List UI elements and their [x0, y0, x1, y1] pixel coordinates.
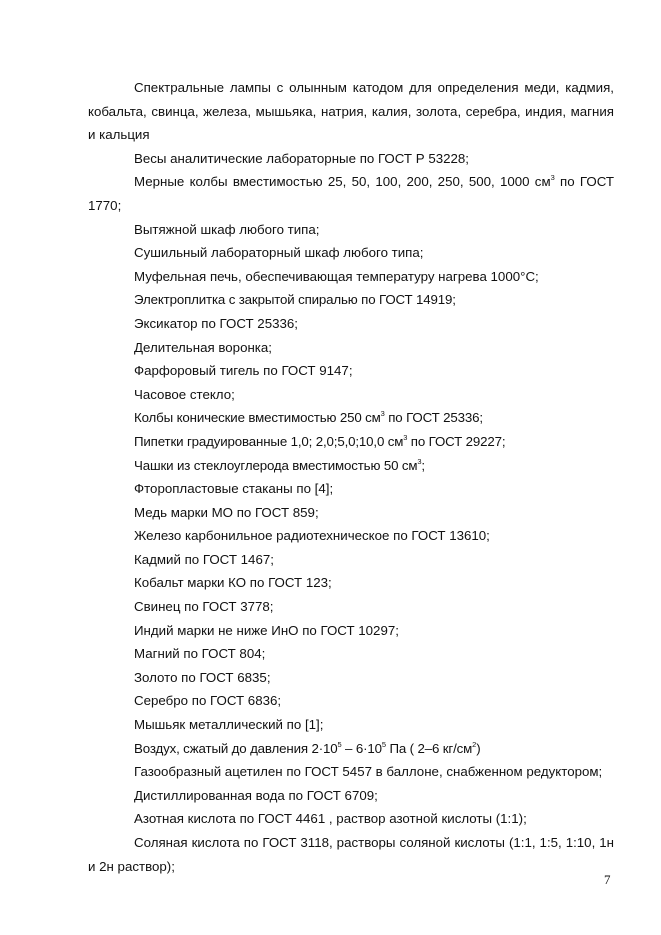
list-item-gold: Золото по ГОСТ 6835;	[134, 669, 271, 685]
text-run: – 6·10	[341, 740, 382, 756]
text-run: Пипетки градуированные 1,0; 2,0;5,0;10,0 см	[134, 433, 404, 449]
list-item-hydrochloric-acid: Соляная кислота по ГОСТ 3118, растворы соляной кислоты (1:1, 1:5, 1:10, 1н и 2н раствор);	[88, 835, 614, 874]
list-item-volumetric-flasks	[88, 170, 614, 217]
superscript: 3	[380, 409, 385, 419]
list-item-hot-plate: Электроплитка с закрытой спиралью по ГОСТ 14919;	[134, 292, 456, 308]
text-run: по ГОСТ 1770;	[88, 174, 614, 213]
text-run: Па ( 2–6 кг/см	[385, 740, 473, 756]
list-item-drying-oven: Сушильный лабораторный шкаф любого типа;	[134, 245, 424, 261]
list-item-indium: Индий марки не ниже ИнО по ГОСТ 10297;	[134, 622, 399, 638]
list-item-cadmium: Кадмий по ГОСТ 1467;	[134, 551, 274, 567]
list-item-magnesium: Магний по ГОСТ 804;	[134, 646, 266, 662]
list-item-watch-glass: Часовое стекло;	[134, 386, 235, 402]
list-item-desiccator: Эксикатор по ГОСТ 25336;	[134, 315, 298, 331]
text-run: )	[476, 740, 481, 756]
list-item-muffle-furnace: Муфельная печь, обеспечивающая температуру нагрева 1000°С;	[134, 268, 539, 284]
list-item-fume-hood: Вытяжной шкаф любого типа;	[134, 221, 320, 237]
list-item-arsenic: Мышьяк металлический по [1];	[134, 717, 324, 733]
list-item-graduated-pipettes	[88, 430, 614, 454]
superscript: 3	[403, 432, 408, 442]
list-item-separatory-funnel: Делительная воронка;	[134, 339, 273, 355]
text-run: по ГОСТ 29227;	[407, 433, 506, 449]
text-run: по ГОСТ 25336;	[384, 410, 483, 426]
text-run: ;	[421, 457, 425, 473]
list-item-distilled-water: Дистиллированная вода по ГОСТ 6709;	[134, 787, 378, 803]
text-run: Колбы конические вместимостью 250 см	[134, 410, 381, 426]
superscript: 5	[381, 739, 386, 749]
list-item-compressed-air	[88, 737, 614, 761]
list-item-carbonyl-iron: Железо карбонильное радиотехническое по ГОСТ 13610;	[134, 528, 490, 544]
list-item-conical-flasks	[88, 406, 614, 430]
list-item-nitric-acid: Азотная кислота по ГОСТ 4461 , раствор азотной кислоты (1:1);	[134, 811, 527, 827]
list-item-spectral-lamps: Спектральные лампы с олынным катодом для определения меди, кадмия, кобальта, свинца, железа, мышьяка, натрия, калия, золота, серебра, индия, магния и кальция	[88, 80, 614, 143]
document-body	[88, 76, 614, 878]
list-item-copper: Медь марки МО по ГОСТ 859;	[134, 504, 319, 520]
superscript: 3	[550, 173, 555, 183]
list-item-analytical-balance: Весы аналитические лабораторные по ГОСТ Р 53228;	[134, 150, 469, 166]
text-run: Чашки из стеклоуглерода вместимостью 50 см	[134, 457, 418, 473]
text-run: Воздух, сжатый до давления 2·10	[134, 740, 338, 756]
list-item-lead: Свинец по ГОСТ 3778;	[134, 599, 274, 615]
list-item-porcelain-crucible: Фарфоровый тигель по ГОСТ 9147;	[134, 363, 353, 379]
text-run: Мерные колбы вместимостью 25, 50, 100, 200, 250, 500, 1000 см	[134, 174, 551, 190]
page-number: 7	[604, 872, 611, 887]
list-item-acetylene: Газообразный ацетилен по ГОСТ 5457 в баллоне, снабженном редуктором;	[134, 764, 603, 780]
superscript: 5	[337, 739, 342, 749]
list-item-silver: Серебро по ГОСТ 6836;	[134, 693, 282, 709]
superscript: 3	[417, 456, 422, 466]
list-item-glassy-carbon-dishes	[88, 454, 614, 478]
list-item-cobalt: Кобальт марки КО по ГОСТ 123;	[134, 575, 332, 591]
list-item-ptfe-beakers: Фторопластовые стаканы по [4];	[134, 481, 334, 497]
superscript: 2	[472, 739, 477, 749]
